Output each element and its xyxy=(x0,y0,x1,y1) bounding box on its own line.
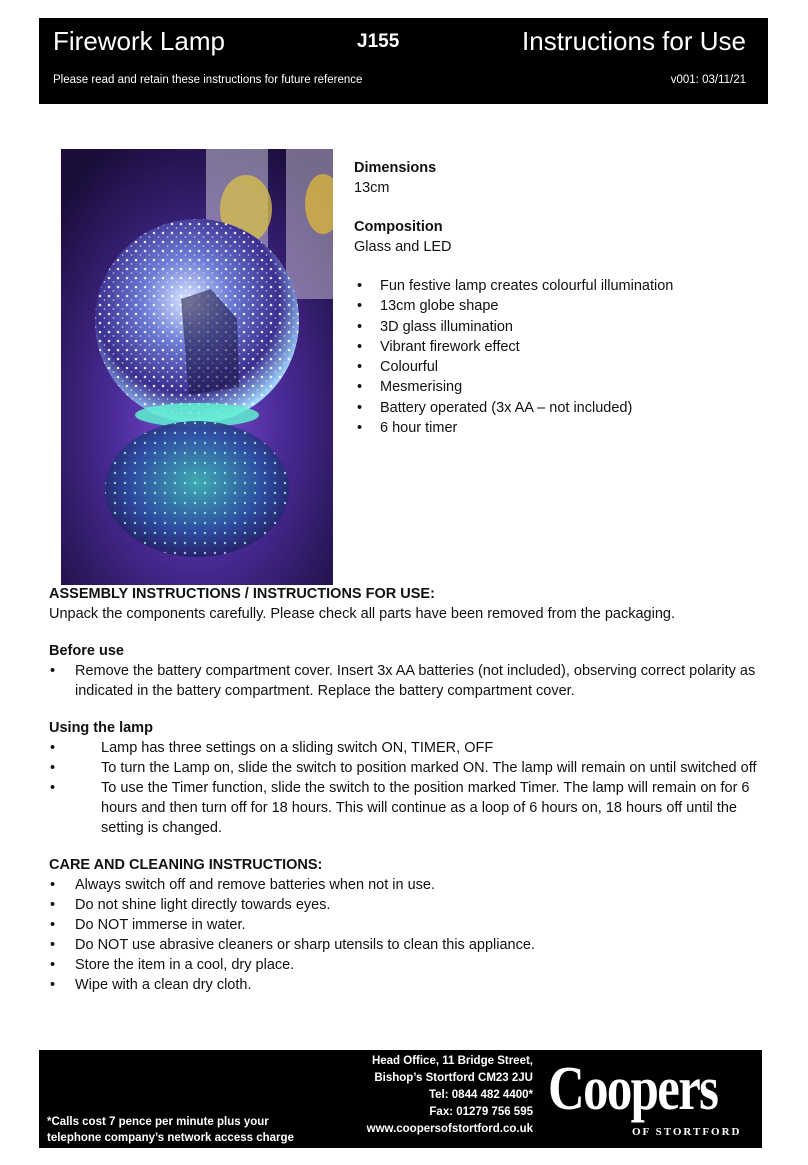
list-item: • Do NOT use abrasive cleaners or sharp utensils to clean this appliance. xyxy=(49,935,774,955)
header-bar xyxy=(39,18,768,104)
before-use-heading: Before use xyxy=(49,643,124,659)
list-item: • To turn the Lamp on, slide the switch to position marked ON. The lamp will remain on until switched off xyxy=(49,758,774,778)
footer-bar xyxy=(39,1050,762,1148)
list-item: • Do NOT immerse in water. xyxy=(49,915,774,935)
composition-label: Composition xyxy=(354,219,443,235)
list-item: • Store the item in a cool, dry place. xyxy=(49,955,774,975)
header-subtitle: Please read and retain these instructions for future reference xyxy=(53,74,363,86)
care-heading: CARE AND CLEANING INSTRUCTIONS: xyxy=(49,857,323,873)
list-item: • Remove the battery compartment cover. Insert 3x AA batteries (not included), observing correct polarity as indicated in the battery compartment. Replace the battery compartment cover. xyxy=(49,661,774,701)
website-link[interactable]: www.coopersofstortford.co.uk xyxy=(366,1123,533,1135)
list-item: • Battery operated (3x AA – not included) xyxy=(354,398,774,418)
list-item: • Lamp has three settings on a sliding switch ON, TIMER, OFF xyxy=(49,738,774,758)
fax-number: Fax: 01279 756 595 xyxy=(429,1106,533,1118)
list-item: • Wipe with a clean dry cloth. xyxy=(49,975,774,995)
instructions-body xyxy=(49,584,774,995)
coopers-logo xyxy=(544,1056,754,1144)
using-heading: Using the lamp xyxy=(49,720,153,736)
version-date: v001: 03/11/21 xyxy=(670,74,746,86)
list-item: • Fun festive lamp creates colourful illumination xyxy=(354,276,774,296)
list-item: • 6 hour timer xyxy=(354,418,774,438)
care-list xyxy=(49,875,774,995)
composition-value: Glass and LED xyxy=(354,239,452,255)
firework-lamp-image xyxy=(61,149,333,585)
phone-number: Tel: 0844 482 4400* xyxy=(428,1089,533,1101)
list-item: • Do not shine light directly towards eyes. xyxy=(49,895,774,915)
logo-wordmark: Coopers xyxy=(548,1055,718,1123)
list-item: • 3D glass illumination xyxy=(354,317,774,337)
product-title: Firework Lamp xyxy=(53,26,225,56)
list-item: • Colourful xyxy=(354,357,774,377)
document-type: Instructions for Use xyxy=(522,26,746,56)
logo-subtitle: OF STORTFORD xyxy=(632,1126,742,1138)
list-item: • Mesmerising xyxy=(354,377,774,397)
feature-list xyxy=(354,276,774,438)
assembly-heading: ASSEMBLY INSTRUCTIONS / INSTRUCTIONS FOR USE: xyxy=(49,586,435,602)
dimensions-value: 13cm xyxy=(354,180,390,196)
product-code: J155 xyxy=(357,31,400,52)
list-item: • To use the Timer function, slide the switch to the position marked Timer. The lamp will remain on for 6 hours and then turn off for 18 hours. This will continue as a loop of 6 hours on, 18 hours off until the setting is changed. xyxy=(49,778,774,838)
address-line: Bishop’s Stortford CM23 2JU xyxy=(374,1072,533,1084)
call-cost-note: *Calls cost 7 pence per minute plus your telephone company’s network access charge xyxy=(47,1116,294,1144)
address-line: Head Office, 11 Bridge Street, xyxy=(371,1055,533,1067)
product-photo xyxy=(61,149,333,585)
product-specs xyxy=(354,158,774,438)
company-address xyxy=(325,1053,533,1138)
list-item: • Always switch off and remove batteries when not in use. xyxy=(49,875,774,895)
before-use-list xyxy=(49,661,774,701)
list-item: • Vibrant firework effect xyxy=(354,337,774,357)
assembly-intro: Unpack the components carefully. Please check all parts have been removed from the packaging. xyxy=(49,606,675,622)
list-item: • 13cm globe shape xyxy=(354,296,774,316)
dimensions-label: Dimensions xyxy=(354,160,437,176)
using-list xyxy=(49,738,774,838)
